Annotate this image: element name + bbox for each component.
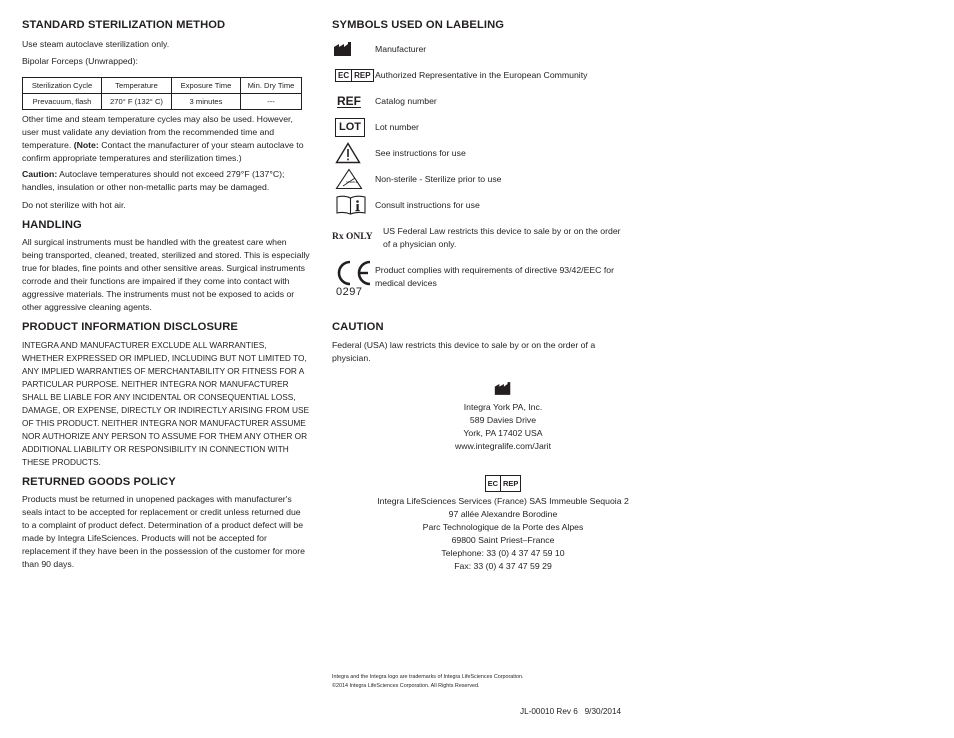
ref-icon (332, 89, 372, 113)
caution-label: Caution: (22, 169, 58, 179)
copyright-line: ©2014 Integra LifeSciences Corporation. All Rights Reserved. (332, 683, 480, 689)
table-cell: 3 minutes (172, 94, 241, 110)
address-line: Parc Technologique de la Porte des Alpes (422, 522, 584, 532)
symbol-text: Manufacturer (375, 44, 427, 54)
ref-label: REF (337, 93, 361, 108)
disclosure-heading: PRODUCT INFORMATION DISCLOSURE (22, 321, 238, 333)
trademark-line: Integra and the Integra logo are trademarks of Integra LifeSciences Corporation. (332, 674, 524, 680)
ec-label: EC (336, 70, 352, 81)
ec-label: EC (486, 476, 501, 491)
other-cycles-paragraph (22, 113, 310, 165)
symbol-text: Product complies with requirements of directive 93/42/EEC for medical devices (375, 265, 615, 288)
caution-paragraph (22, 168, 310, 194)
table-row (23, 94, 302, 110)
rx-only-label: Rx ONLY (332, 232, 373, 242)
table-cell: --- (241, 94, 302, 110)
symbols-heading: SYMBOLS USED ON LABELING (332, 19, 505, 31)
returned-goods-heading: RETURNED GOODS POLICY (22, 476, 176, 488)
address-line: 97 allée Alexandre Borodine (448, 509, 558, 519)
other-cycles-text: Other time and steam temperature cycles may also be used. However, user must validate any deviation from the recommended time and temperature. (22, 114, 293, 150)
disclosure-text: INTEGRA AND MANUFACTURER EXCLUDE ALL WARRANTIES, WHETHER EXPRESSED OR IMPLIED, INCLUDING BUT NOT LIMITED TO, ANY IMPLIED WARRANTIES OF MERCHANTABILITY OR FITNESS FOR A PARTICULAR PURPOSE. NEITHER INTEGRA NOR MANUFACTURER SHALL BE LIABLE FOR ANY INCIDENTAL OR CONSEQUENTIAL LOSS, DAMAGE, OR EXPENSE, DIRECTLY OR INDIRECTLY ARISING FROM USE OF THIS PRODUCT. NEITHER INTEGRA NOR MANUFACTURER ASSUME NOR AUTHORIZE ANY PERSON TO ASSUME FOR THEM ANY OTHER OR ADDITIONAL LIABILITY OR RESPONSIBILITY IN CONNECTION WITH THESE PRODUCTS. (22, 340, 310, 467)
table-header-row (23, 78, 302, 94)
table-cell: Prevacuum, flash (23, 94, 102, 110)
document-number: JL-00010 Rev 6 9/30/2014 (520, 707, 622, 716)
address-line: Integra York PA, Inc. (463, 402, 543, 412)
rep-label: REP (354, 70, 371, 80)
address-line: 589 Davies Drive (469, 415, 537, 425)
handling-heading: HANDLING (22, 219, 82, 231)
website-link: www.integralife.com/Jarit (454, 441, 552, 451)
sterilization-table (22, 77, 302, 110)
returned-goods-text: Products must be returned in unopened packages with manufacturer's seals intact to be accepted for replacement or credit unless returned due to a complaint of product defect. Determination of a product defect will be made by Integra LifeSciences. Products will not be accepted for replacement if they have been in the possession of the customer for more than 90 days. (22, 494, 305, 569)
caution-text: Autoclave temperatures should not exceed 279°F (137°C); handles, insulation or other non-metallic parts may be damaged. (22, 169, 285, 192)
ce-number: 0297 (336, 286, 363, 298)
non-sterile-icon (332, 167, 372, 191)
note-text: Contact the manufacturer of your steam autoclave to confirm appropriate temperatures and sterilization times.) (22, 140, 304, 163)
table-cell: 270° F (132° C) (102, 94, 172, 110)
hot-air-note: Do not sterilize with hot air. (22, 200, 126, 210)
sterilization-intro: Use steam autoclave sterilization only. (22, 39, 170, 49)
ec-rep-icon (332, 63, 372, 87)
manufacturer-icon (493, 381, 513, 396)
fax: Fax: 33 (0) 4 37 47 59 29 (454, 561, 552, 571)
note-label: (Note: (73, 140, 99, 150)
telephone: Telephone: 33 (0) 4 37 47 59 10 (441, 548, 565, 558)
lot-label: LOT (335, 118, 365, 137)
forceps-label: Bipolar Forceps (Unwrapped): (22, 56, 138, 66)
ec-rep-icon (485, 475, 522, 492)
warning-triangle-icon (332, 141, 372, 165)
symbol-text: See instructions for use (375, 148, 466, 158)
handling-text: All surgical instruments must be handled with the greatest care when being transported, cleaned, treated, sterilized and stored. This is especially true for blades, fine points and other sensitive areas. Surgical instruments corrode and their functions are impaired if they come into contact with aggressive materials. The instruments must not be exposed to acids or other aggressive cleaning agents. (22, 237, 310, 312)
address-line: York, PA 17402 USA (463, 428, 543, 438)
address-line: 69800 Saint Priest–France (451, 535, 555, 545)
non-sterile-label: STERILE (346, 180, 358, 184)
manufacturer-address-block (332, 381, 674, 453)
address-line: Integra LifeSciences Services (France) SAS Immeuble Sequoia 2 (377, 496, 629, 506)
caution-heading: CAUTION (332, 321, 384, 333)
symbol-text: Consult instructions for use (375, 200, 480, 210)
sterilization-heading: STANDARD STERILIZATION METHOD (22, 19, 226, 31)
symbol-text: Authorized Representative in the European Community (375, 70, 588, 80)
rep-label: REP (503, 479, 519, 488)
symbol-text: Non-sterile - Sterilize prior to use (375, 174, 502, 184)
consult-instructions-icon (332, 193, 372, 217)
symbol-text: US Federal Law restricts this device to sale by or on the order of a physician only. (383, 226, 621, 249)
table-header-cell: Min. Dry Time (241, 78, 302, 94)
table-header-cell: Sterilization Cycle (23, 78, 102, 94)
table-header-cell: Temperature (102, 78, 172, 94)
manufacturer-icon (332, 37, 372, 61)
caution-federal-text: Federal (USA) law restricts this device to sale by or on the order of a physician. (332, 340, 596, 363)
ce-mark-icon (332, 258, 372, 302)
lot-icon (332, 115, 372, 139)
symbol-text: Catalog number (375, 96, 437, 106)
table-header-cell: Exposure Time (172, 78, 241, 94)
rx-only-icon (332, 225, 382, 249)
trademark-notice (332, 673, 523, 691)
symbol-text: Lot number (375, 122, 419, 132)
ec-rep-address-block (332, 475, 674, 573)
